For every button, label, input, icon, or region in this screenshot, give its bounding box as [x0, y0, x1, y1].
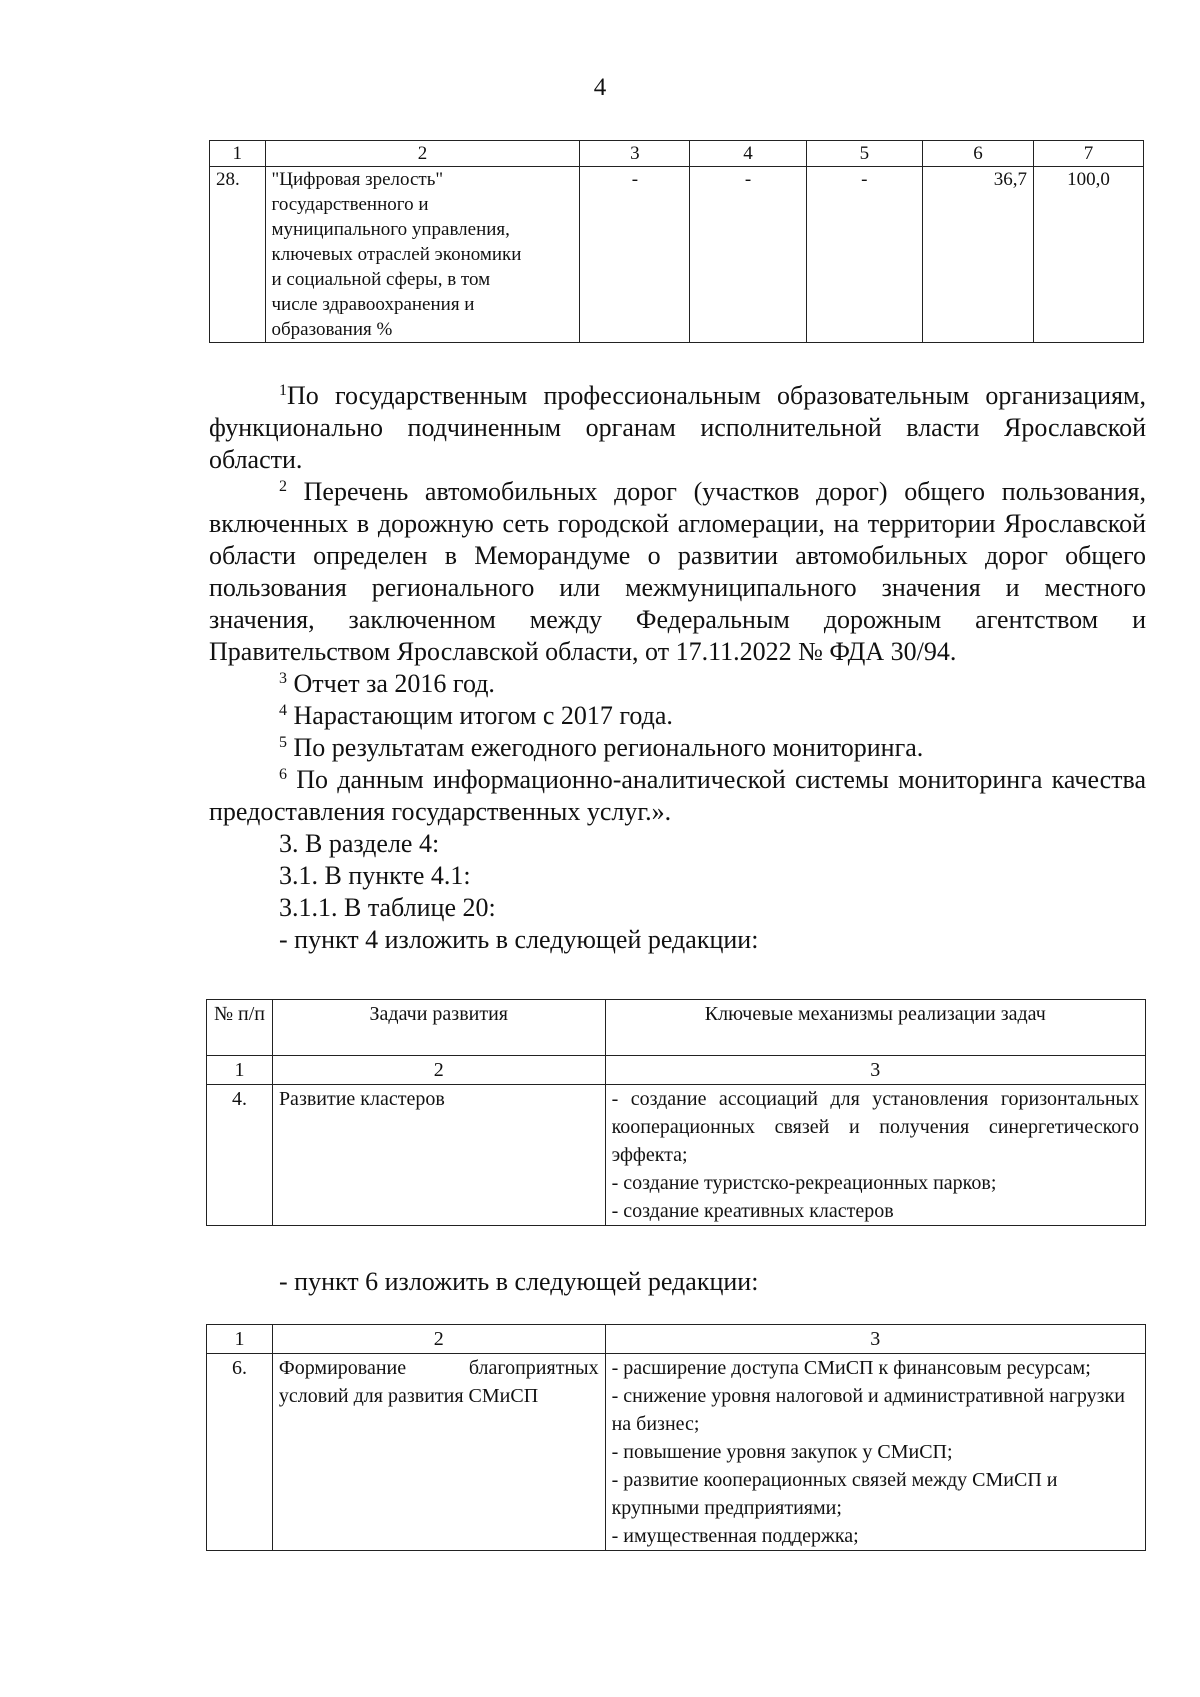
point6-intro: - пункт 6 изложить в следующей редакции: — [279, 1267, 759, 1296]
task-cell: Развитие кластеров — [272, 1085, 605, 1226]
header-cell: 2 — [265, 141, 580, 167]
footnote-text: Отчет за 2016 год. — [293, 669, 495, 698]
footnote-text: По результатам ежегодного регионального мониторинга. — [293, 733, 924, 762]
footnote-mark: 4 — [279, 702, 287, 719]
footnote — [209, 380, 1146, 476]
section-item: 3.1.1. В таблице 20: — [279, 893, 496, 922]
footnote — [209, 476, 1146, 668]
cluster-table — [206, 999, 1146, 1226]
footnote-text: Нарастающим итогом с 2017 года. — [293, 701, 673, 730]
value-cell: - — [690, 167, 806, 343]
indicator-line: числе здравоохранения и — [271, 294, 475, 315]
mechanism-item: - создание туристско-рекреационных парков; — [611, 1172, 997, 1194]
section-item: - пункт 4 изложить в следующей редакции: — [279, 925, 759, 954]
row-number: 28. — [210, 167, 266, 343]
mechanism-item: - снижение уровня налоговой и административной нагрузки на бизнес; — [611, 1385, 1125, 1435]
header-cell: Ключевые механизмы реализации задач — [605, 1000, 1145, 1056]
footnote — [209, 668, 1146, 700]
footnote-text: По данным информационно-аналитической системы мониторинга качества предоставления государственных услуг.». — [209, 765, 1147, 826]
indicator-line: и социальной сферы, в том — [271, 269, 491, 290]
task-cell: Формирование благоприятных условий для развития СМиСП — [272, 1354, 605, 1551]
header-cell: № п/п — [207, 1000, 273, 1056]
page-number: 4 — [593, 74, 607, 101]
footnote — [209, 764, 1146, 828]
mechanism-item: - развитие кооперационных связей между СМиСП и крупными предприятиями; — [611, 1469, 1058, 1519]
footnote-mark: 2 — [279, 478, 287, 495]
footnote-mark: 5 — [279, 734, 287, 751]
footnote-mark: 6 — [279, 766, 287, 783]
column-number: 1 — [207, 1325, 273, 1354]
footnotes-block — [209, 380, 1146, 956]
footnote-text: По государственным профессиональным образовательным организациям, функционально подчиненным органам исполнительной власти Ярославской области. — [209, 381, 1146, 474]
table-row — [210, 167, 1144, 343]
header-cell: 7 — [1034, 141, 1144, 167]
indicators-table — [209, 140, 1144, 343]
row-number: 6. — [207, 1354, 273, 1551]
column-number: 2 — [272, 1056, 605, 1085]
table-row — [207, 1085, 1146, 1226]
footnote — [209, 732, 1146, 764]
mechanism-item: - имущественная поддержка; — [611, 1525, 859, 1547]
header-cell: 4 — [690, 141, 806, 167]
value-cell: - — [580, 167, 690, 343]
column-number-row — [207, 1056, 1146, 1085]
column-number-row — [207, 1325, 1146, 1354]
indicator-line: муниципального управления, — [271, 219, 510, 240]
header-cell: Задачи развития — [272, 1000, 605, 1056]
footnote-text: Перечень автомобильных дорог (участков дорог) общего пользования, включенных в дорожную сеть городской агломерации, на территории Ярославской области определен в Меморандуме о развитии автомобильных дорог общего пользования регионального или межмуниципального значения и местного значения, заключенном между Федеральным дорожным агентством и Правительством Ярославской области, от 17.11.2022 № ФДА 30/94. — [209, 477, 1146, 666]
indicator-line: государственного и — [271, 194, 429, 215]
footnote-mark: 1 — [279, 382, 287, 399]
value-cell: 100,0 — [1034, 167, 1144, 343]
table-row — [207, 1354, 1146, 1551]
mechanism-item: - повышение уровня закупок у СМиСП; — [611, 1441, 953, 1463]
header-cell: 5 — [806, 141, 922, 167]
section-item: 3. В разделе 4: — [279, 829, 440, 858]
column-number: 3 — [605, 1056, 1145, 1085]
indicator-line: "Цифровая зрелость" — [271, 169, 444, 190]
header-cell: 1 — [210, 141, 266, 167]
value-cell: 36,7 — [923, 167, 1034, 343]
mechanism-item: - создание ассоциаций для установления горизонтальных кооперационных связей и получения синергетического эффекта; — [611, 1088, 1139, 1166]
row-number: 4. — [207, 1085, 273, 1226]
column-number: 2 — [272, 1325, 605, 1354]
value-cell: - — [806, 167, 922, 343]
section-item: 3.1. В пункте 4.1: — [279, 861, 471, 890]
footnote-mark: 3 — [279, 670, 287, 687]
mechanism-item: - создание креативных кластеров — [611, 1200, 894, 1222]
indicator-line: образования % — [271, 319, 393, 340]
mechanisms-cell — [605, 1354, 1145, 1551]
mechanism-item: - расширение доступа СМиСП к финансовым ресурсам; — [611, 1357, 1091, 1379]
table-header-row — [207, 1000, 1146, 1056]
header-cell: 3 — [580, 141, 690, 167]
column-number: 1 — [207, 1056, 273, 1085]
table-header-row — [210, 141, 1144, 167]
header-cell: 6 — [923, 141, 1034, 167]
indicator-name — [265, 167, 580, 343]
indicator-line: ключевых отраслей экономики — [271, 244, 522, 265]
smisp-table — [206, 1324, 1146, 1551]
column-number: 3 — [605, 1325, 1145, 1354]
mechanisms-cell — [605, 1085, 1145, 1226]
footnote — [209, 700, 1146, 732]
